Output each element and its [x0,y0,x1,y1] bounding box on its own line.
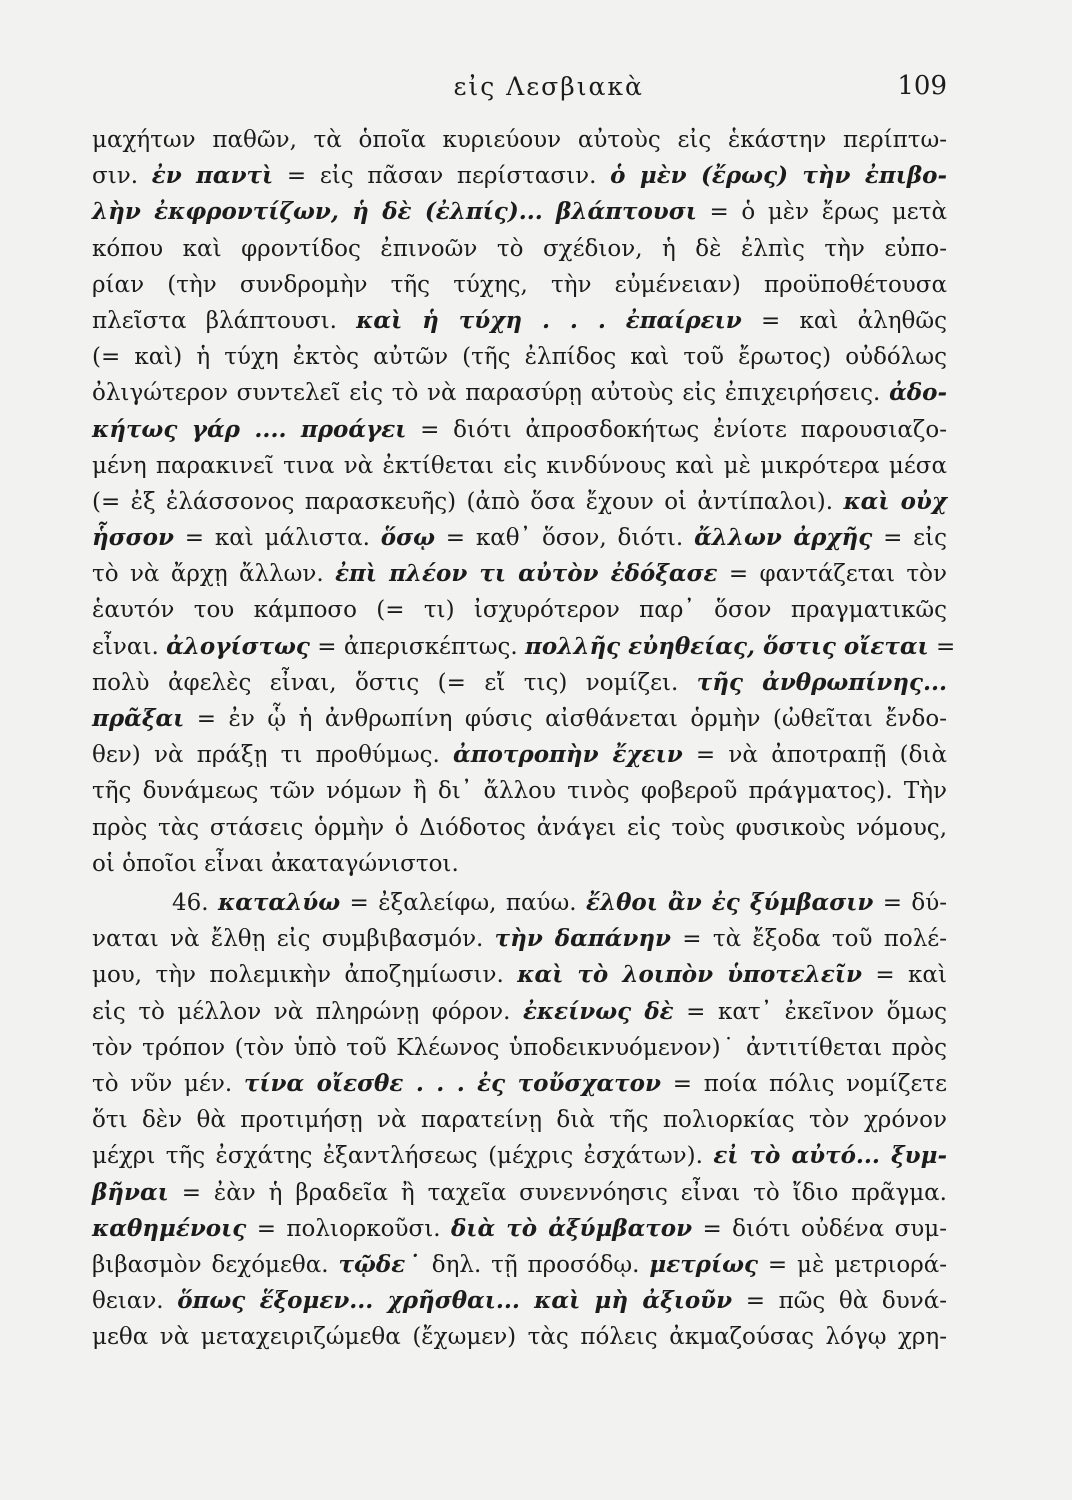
text-line: καθημένοις = πολιορκοῦσι. διὰ τὸ ἀξύμβατον = διότι οὐδένα συμ- [92,1214,947,1242]
lemma: ἀλογίστως [166,632,310,660]
lemma: εἰ τὸ αὐτό... ξυμ- [713,1142,947,1170]
text-line: (= καὶ) ἡ τύχη ἐκτὸς αὐτῶν (τῆς ἐλπίδος καὶ τοῦ ἔρωτος) οὐδόλως [92,344,947,371]
text-line: ναται νὰ ἔλθῃ εἰς συμβιβασμόν. τὴν δαπάνην = τὰ ἔξοδα τοῦ πολέ- [92,925,947,953]
lemma: τίνα οἴεσθε . . . ἐς τοὔσχατον [243,1069,661,1097]
text-line: ὀλιγώτερον συντελεῖ εἰς τὸ νὰ παρασύρῃ αὐτοὺς εἰς ἐπιχειρήσεις. ἀδο- [92,379,947,407]
text-line: λὴν ἐκφροντίζων, ἡ δὲ (ἐλπίς)... βλάπτουσι = ὁ μὲν ἔρως μετὰ [92,198,947,226]
text-line: (= ἐξ ἐλάσσονος παρασκευῆς) (ἀπὸ ὅσα ἔχουν οἱ ἀντίπαλοι). καὶ οὐχ [92,487,947,515]
page-header [90,66,947,106]
lemma: ἀποτροπὴν ἔχειν [453,741,683,769]
lemma: ἐν παντὶ [151,162,274,190]
text-line: ρίαν (τὴν συνδρομὴν τῆς τύχης, τὴν εὐμένειαν) προϋποθέτουσα [92,271,947,298]
paragraph-commentary-46 [92,885,947,1355]
text-line: σιν. ἐν παντὶ = εἰς πᾶσαν περίστασιν. ὁ μὲν (ἔρως) τὴν ἐπιβο- [92,162,948,190]
lemma: κήτως γάρ .... προάγει [92,415,407,443]
text-line: ὅτι δὲν θὰ προτιμήσῃ νὰ παρατείνῃ διὰ τῆς πολιορκίας τὸν χρόνον [92,1107,947,1134]
text-line: μένη παρακινεῖ τινα νὰ ἐκτίθεται εἰς κινδύνους καὶ μὲ μικρότερα μέσα [92,452,947,479]
text-line: μαχήτων παθῶν, τὰ ὁποῖα κυριεύουν αὐτοὺς εἰς ἑκάστην περίπτω- [92,127,947,153]
text-line: μου, τὴν πολεμικὴν ἀποζημίωσιν. καὶ τὸ λοιπὸν ὑποτελεῖν = καὶ [92,961,947,989]
text-line: πολὺ ἀφελὲς εἶναι, ὅστις (= εἴ τις) νομίζει. τῆς ἀνθρωπίνης... [92,668,948,696]
text-line: ἑαυτόν του κάμποσο (= τι) ἰσχυρότερον παρ᾿ ὅσον πραγματικῶς [92,597,947,624]
lemma: ὅσῳ [380,524,435,552]
text-line: πλεῖστα βλάπτουσι. καὶ ἡ τύχη . . . ἐπαίρειν = καὶ ἀληθῶς [92,306,947,334]
lemma: καὶ ἡ τύχη . . . ἐπαίρειν [356,306,742,334]
text-line: εἶναι. ἀλογίστως = ἀπερισκέπτως. πολλῆς εὐηθείας, ὅστις οἴεται = [92,632,956,660]
lemma: τὴν δαπάνην [494,925,672,953]
running-title: εἰς Λεσβιακὰ [453,71,644,101]
lemma: καὶ τὸ λοιπὸν ὑποτελεῖν [517,961,862,989]
lemma: βῆναι [92,1178,169,1206]
text-line: κήτως γάρ .... προάγει = διότι ἀπροσδοκήτως ἐνίοτε παρουσιαζο- [92,415,947,443]
lemma: πρᾶξαι [92,705,185,732]
lemma: καταλύω [218,889,341,916]
text-line: 46. καταλύω = ἐξαλείφω, παύω. ἔλθοι ἂν ἐς ξύμβασιν = δύ- [172,889,948,916]
lemma: καὶ οὐχ [843,487,947,515]
lemma: ὁ μὲν (ἔρως) τὴν ἐπιβο- [610,162,948,190]
paragraph-commentary-45 [92,122,956,882]
lemma: μετρίως [649,1250,758,1278]
text-line: μεθα νὰ μεταχειριζώμεθα (ἔχωμεν) τὰς πόλεις ἀκμαζούσας λόγῳ χρη- [92,1324,947,1351]
lemma: ὅπως ἕξομεν... χρῆσθαι... καὶ μὴ ἀξιοῦν [177,1287,733,1315]
lemma: ἧσσον [92,524,174,552]
lemma: ἀδο- [889,379,947,407]
lemma: τῷδε˙ [338,1250,422,1278]
lemma: ἐπὶ πλέον τι αὐτὸν ἐδόξασε [335,560,718,588]
text-line: τὸν τρόπον (τὸν ὑπὸ τοῦ Κλέωνος ὑποδεικνυόμενον)˙ ἀντιτίθεται πρὸς [92,1034,947,1061]
lemma: τῆς ἀνθρωπίνης... [696,668,948,696]
lemma: ἔλθοι ἂν ἐς ξύμβασιν [585,889,874,916]
text-line: μέχρι τῆς ἐσχάτης ἐξαντλήσεως (μέχρις ἐσχάτων). εἰ τὸ αὐτό... ξυμ- [92,1142,947,1170]
lemma: διὰ τὸ ἀξύμβατον [450,1214,693,1242]
lemma: ἐκείνως δὲ [522,997,674,1025]
lemma: λὴν ἐκφροντίζων, ἡ δὲ (ἐλπίς)... βλάπτουσι [92,198,697,226]
text-line: πρᾶξαι = ἐν ᾧ ἡ ἀνθρωπίνη φύσις αἰσθάνεται ὁρμὴν (ὠθεῖται ἔνδο- [92,705,947,732]
text-line: τῆς δυνάμεως τῶν νόμων ἢ δι᾿ ἄλλου τινὸς φοβεροῦ πράγματος). Τὴν [92,778,947,805]
lemma: ἄλλων ἀρχῆς [694,524,873,552]
text-line: πρὸς τὰς στάσεις ὁρμὴν ὁ Διόδοτος ἀνάγει εἰς τοὺς φυσικοὺς νόμους, [92,814,947,841]
page-number: 109 [897,71,947,101]
text-line: κόπου καὶ φροντίδος ἐπινοῶν τὸ σχέδιον, ἡ δὲ ἐλπὶς τὴν εὐπο- [92,235,947,262]
lemma: πολλῆς εὐηθείας, ὅστις οἴεται [525,632,929,660]
text-line: εἰς τὸ μέλλον νὰ πληρώνῃ φόρον. ἐκείνως δὲ = κατ᾿ ἐκεῖνον ὅμως [92,997,948,1025]
text-line: βῆναι = ἐὰν ἡ βραδεῖα ἢ ταχεῖα συνεννόησις εἶναι τὸ ἴδιο πρᾶγμα. [92,1178,947,1206]
text-line: τὸ νῦν μέν. τίνα οἴεσθε . . . ἐς τοὔσχατον = ποία πόλις νομίζετε [92,1069,947,1097]
lemma: καθημένοις [92,1214,247,1242]
text-line: οἱ ὁποῖοι εἶναι ἀκαταγώνιστοι. [92,850,459,877]
text-line: θειαν. ὅπως ἕξομεν... χρῆσθαι... καὶ μὴ ἀξιοῦν = πῶς θὰ δυνά- [92,1287,947,1315]
text-line: θεν) νὰ πράξῃ τι προθύμως. ἀποτροπὴν ἔχειν = νὰ ἀποτραπῇ (διὰ [92,741,947,769]
text-line: ἧσσον = καὶ μάλιστα. ὅσῳ = καθ᾿ ὅσον, διότι. ἄλλων ἀρχῆς = εἰς [92,524,947,552]
text-line: τὸ νὰ ἄρχῃ ἄλλων. ἐπὶ πλέον τι αὐτὸν ἐδόξασε = φαντάζεται τὸν [92,560,947,588]
text-line: βιβασμὸν δεχόμεθα. τῷδε˙ δηλ. τῇ προσόδῳ. μετρίως = μὲ μετριορά- [92,1250,948,1278]
